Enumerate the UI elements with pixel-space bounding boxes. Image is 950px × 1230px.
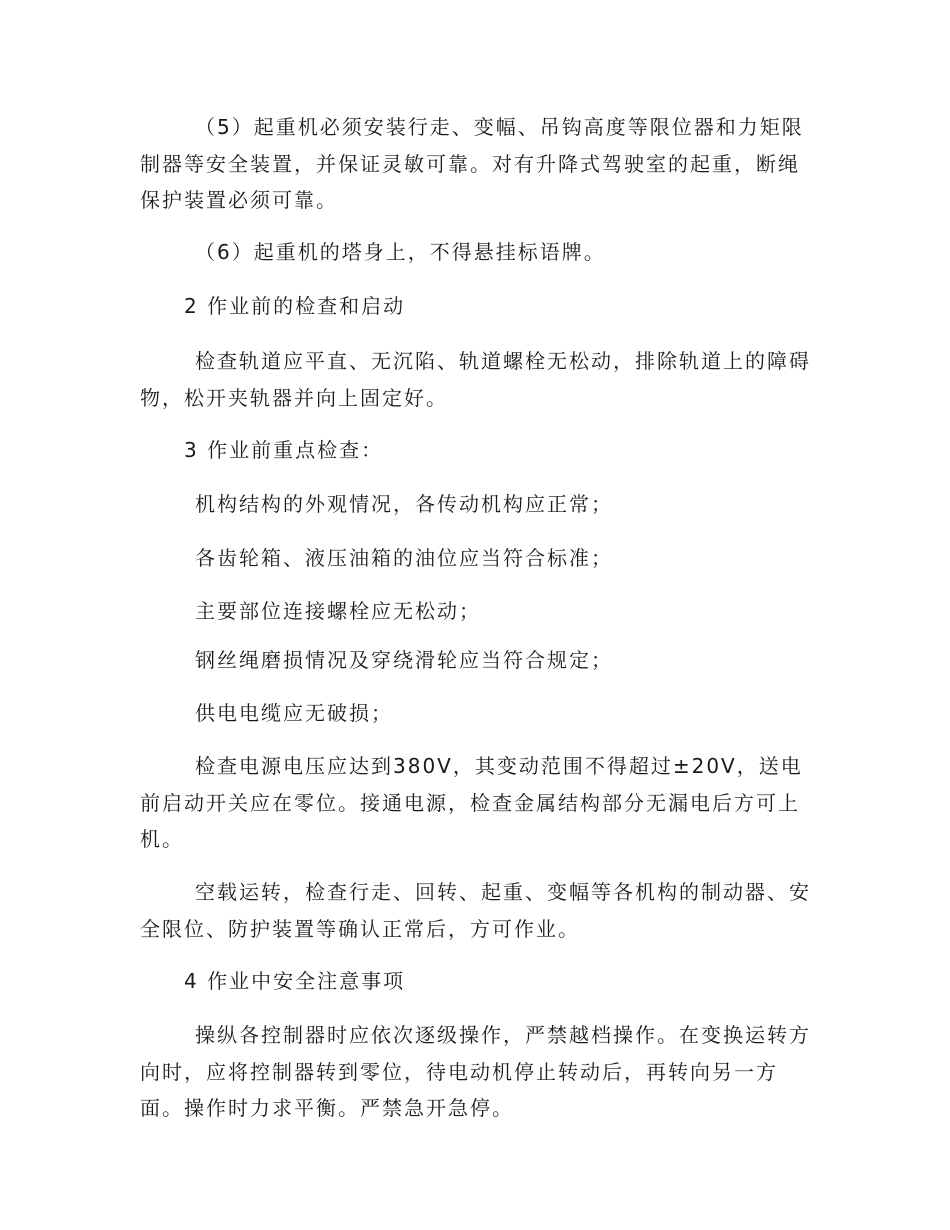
section-heading-2: 2 作业前的检查和启动 <box>184 294 406 318</box>
paragraph-no-load-run: 空载运转，检查行走、回转、起重、变幅等各机构的制动器、安全限位、防护装置等确认正常后，方可作业。 <box>140 880 811 941</box>
paragraph-6-no-banners: （6）起重机的塔身上，不得悬挂标语牌。 <box>195 240 606 264</box>
checklist-item-wire-rope: 钢丝绳磨损情况及穿绕滑轮应当符合规定； <box>195 648 613 672</box>
paragraph-5-limit-devices: （5）起重机必须安装行走、变幅、吊钩高度等限位器和力矩限制器等安全装置，并保证灵敏可靠。对有升降式驾驶室的起重，断绳保护装置必须可靠。 <box>140 115 804 212</box>
checklist-item-bolts: 主要部位连接螺栓应无松动； <box>195 599 481 623</box>
checklist-item-oil-level: 各齿轮箱、液压油箱的油位应当符合标准； <box>195 546 613 570</box>
section-heading-3: 3 作业前重点检查： <box>184 438 384 462</box>
paragraph-controller-operation: 操纵各控制器时应依次逐级操作，严禁越档操作。在变换运转方向时，应将控制器转到零位，待电动机停止转动后，再转向另一方面。操作时力求平衡。严禁急开急停。 <box>140 1023 811 1120</box>
checklist-item-cable: 供电电缆应无破损； <box>195 701 393 725</box>
paragraph-track-check: 检查轨道应平直、无沉陷、轨道螺栓无松动，排除轨道上的障碍物，松开夹轨器并向上固定好。 <box>140 349 811 410</box>
paragraph-power-check: 检查电源电压应达到380V，其变动范围不得超过±20V，送电前启动开关应在零位。接通电源，检查金属结构部分无漏电后方可上机。 <box>140 754 803 851</box>
section-heading-4: 4 作业中安全注意事项 <box>184 969 406 993</box>
checklist-item-structure: 机构结构的外观情况，各传动机构应正常； <box>195 492 613 516</box>
